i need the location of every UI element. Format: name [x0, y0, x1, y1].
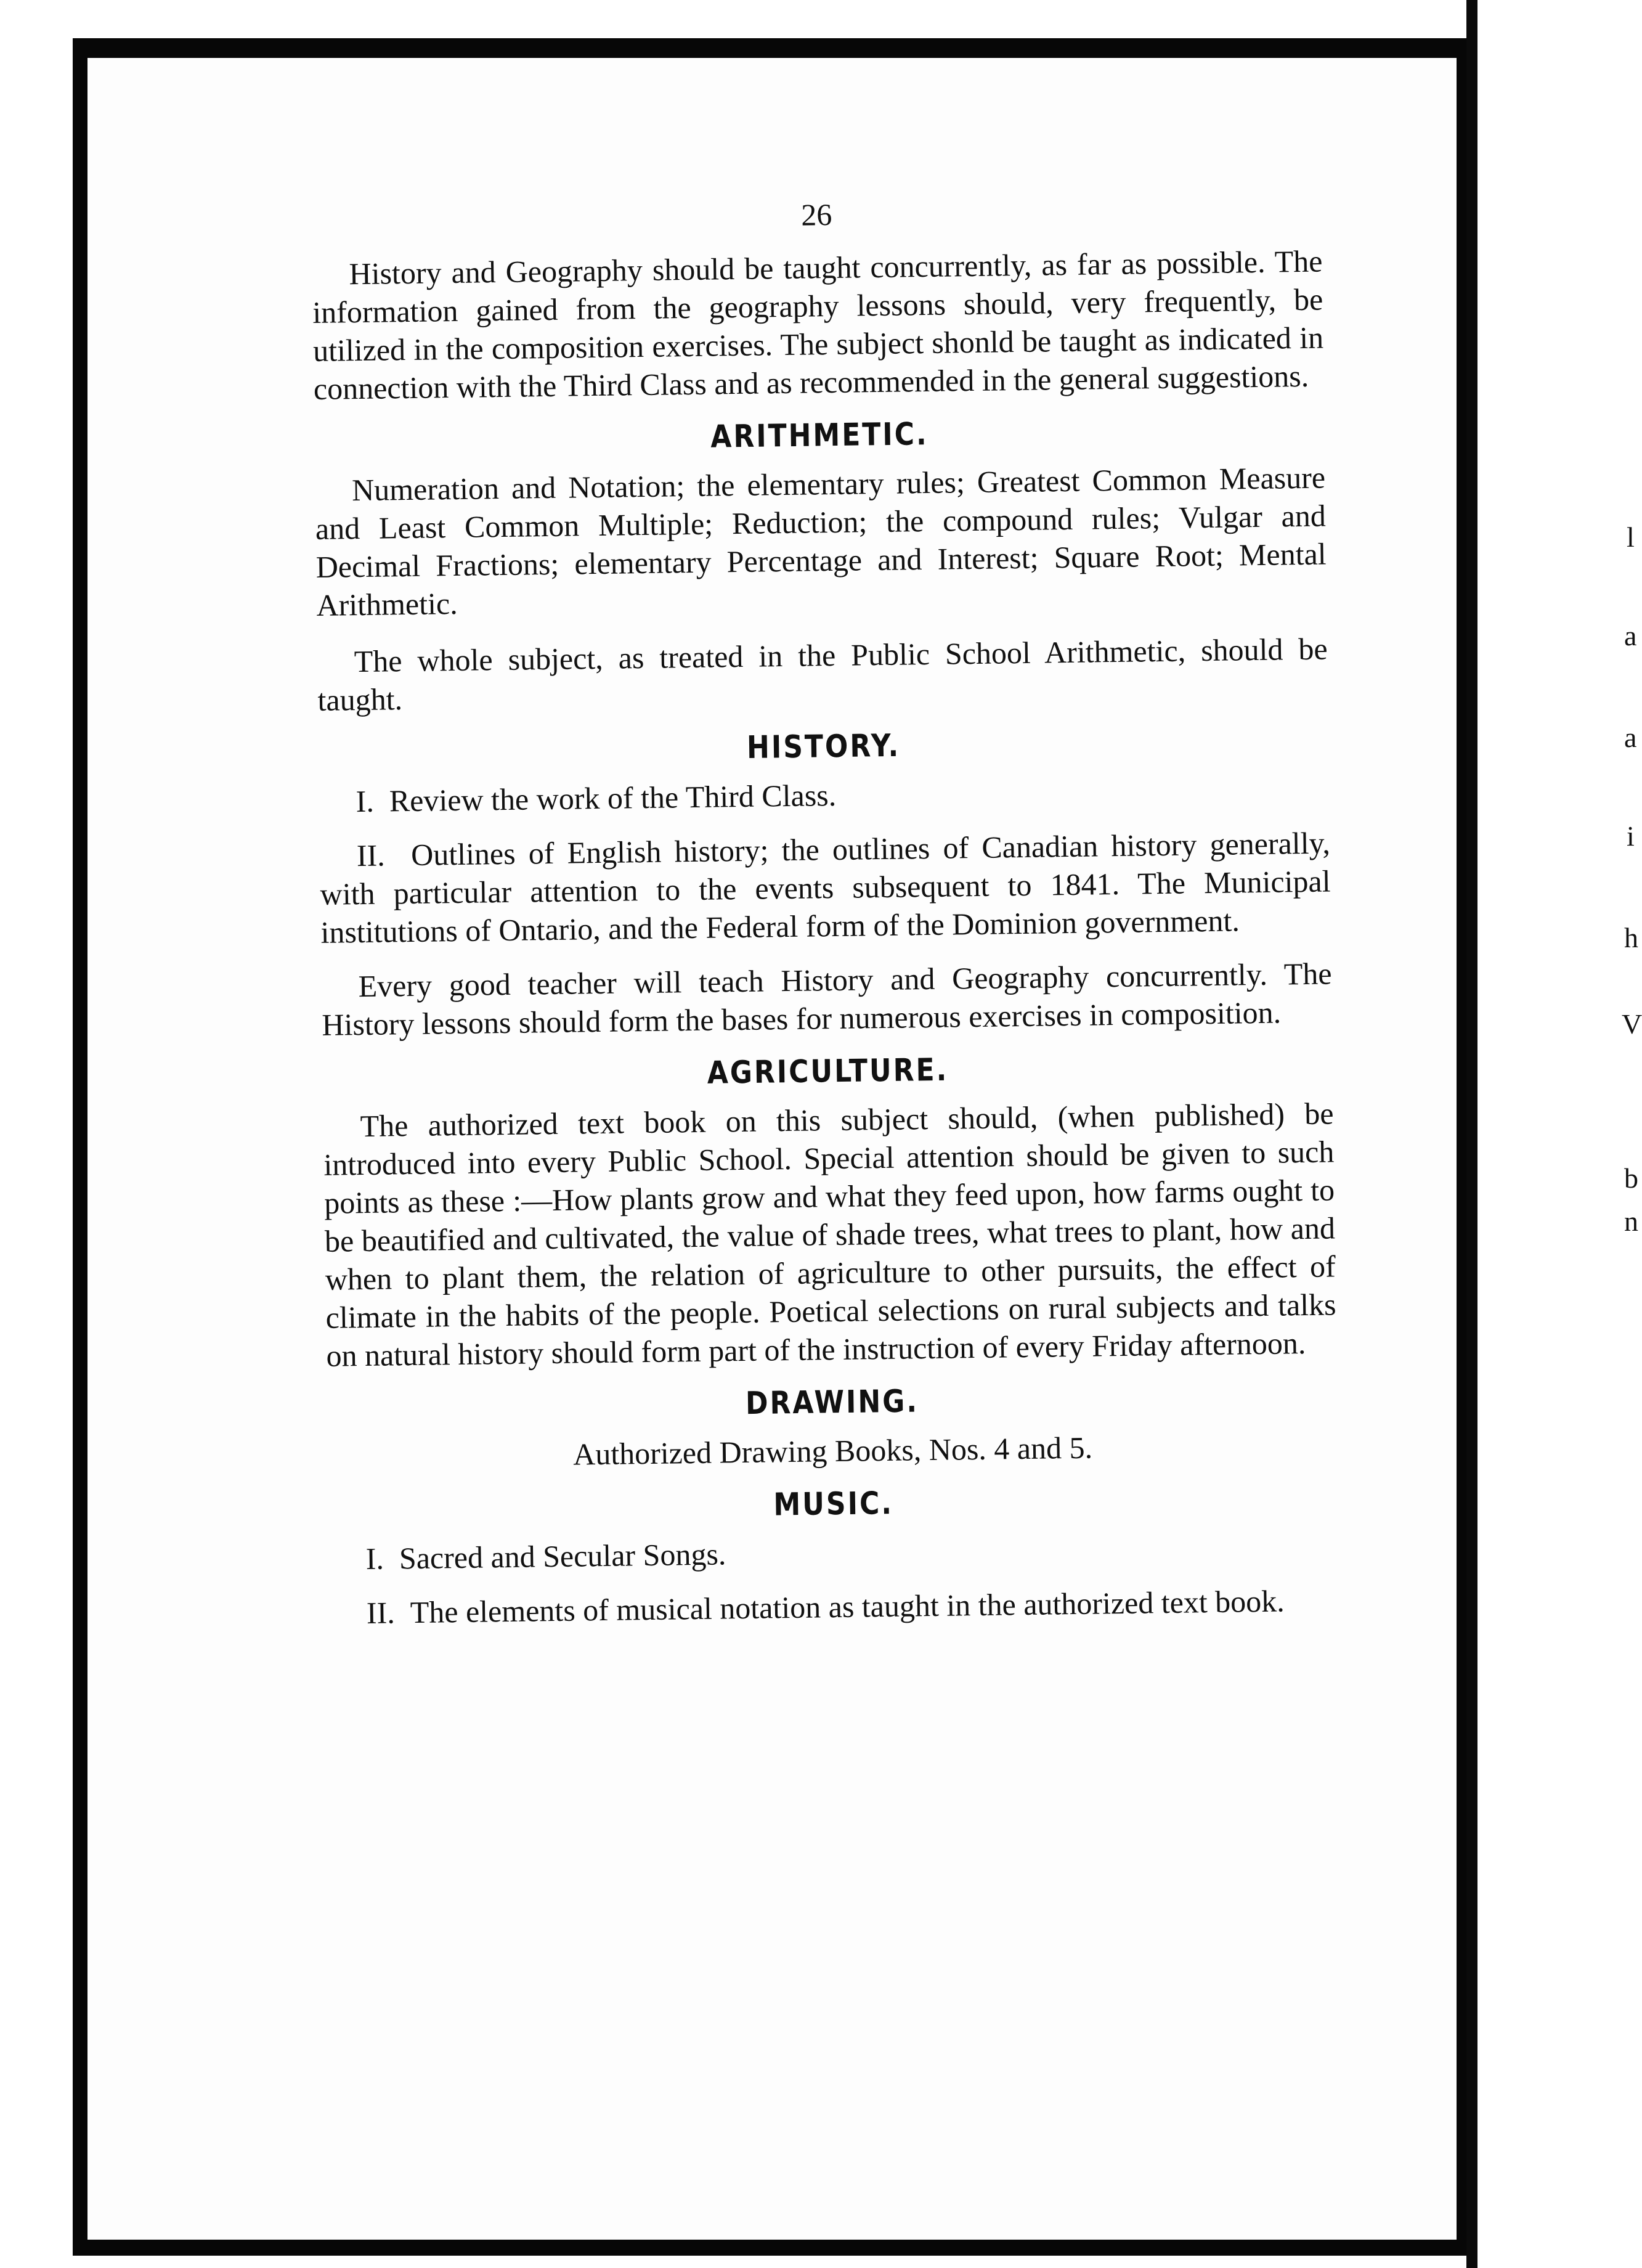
agriculture-section — [322, 1049, 1336, 1374]
arithmetic-note: The whole subject, as treated in the Public School Arithmetic, should be taught. — [317, 631, 1328, 717]
history-item-2-text: Outlines of English history; the outlines of Canadian history generally, with particular attention to the events subsequent to 1841. The Municipal institutions of Ontario, and the Federal form of the Dominion government. — [320, 825, 1331, 950]
drawing-text: Authorized Drawing Books, Nos. 4 and 5. — [572, 1430, 1093, 1472]
intro-paragraph: History and Geography should be taught concurrently, as far as possible. The information gained from the geography lessons should, very frequently, be utilized in the composition exercises. The subject shonld be taught as indicated in connection with the Third Class and as recommended in the general suggestions. — [312, 243, 1324, 406]
arithmetic-heading: ARITHMETIC. — [710, 416, 929, 455]
history-item-1-text: Review the work of the Third Class. — [389, 777, 837, 818]
facing-page-letter: a — [1624, 620, 1637, 651]
music-section — [328, 1482, 1340, 1632]
history-heading: HISTORY. — [746, 727, 901, 766]
music-item-1 — [328, 1527, 1339, 1578]
music-item-2 — [330, 1581, 1341, 1632]
music-item-1-number: I. — [365, 1541, 384, 1577]
history-item-2-number: II. — [356, 838, 386, 873]
history-item-1-number: I. — [356, 783, 375, 819]
facing-page-edge — [1477, 0, 1639, 2268]
music-item-2-number: II. — [366, 1595, 396, 1631]
history-note: Every good teacher will teach History and Geography concurrently. The History lessons should form the bases for numerous exercises in composition. — [322, 956, 1332, 1042]
drawing-section — [327, 1380, 1338, 1476]
facing-page-letter: i — [1627, 820, 1635, 852]
book-spine — [1466, 0, 1477, 2268]
music-item-1-text: Sacred and Secular Songs. — [399, 1536, 726, 1576]
history-section — [318, 724, 1332, 1043]
arithmetic-topics: Numeration and Notation; the elementary rules; Greatest Common Measure and Least Common Multiple; Reduction; the compound rules; Vulgar and Decimal Fractions; elementary Percentage and Interest; Square Root; Mental Arithmetic. — [315, 460, 1327, 622]
history-item-2 — [319, 823, 1331, 951]
facing-page-letter: h — [1624, 922, 1638, 953]
page-number: 26 — [800, 197, 832, 232]
agriculture-text: The authorized text book on this subject should, (when published) be introduced into every Public School. Special attention should be given to such points as these :—How plants grow and what they feed upon, how farms ought to be beautified and cultivated, the value of shade trees, what trees to plant, how and when to plant them, the relation of agriculture to other pursuits, the effect of climate in the habits of the people. Poetical selections on rural subjects and talks on natural history should form part of the instruction of every Friday afternoon. — [323, 1096, 1336, 1373]
history-item-1 — [319, 769, 1330, 820]
music-item-2-text: The elements of musical notation as taught in the authorized text book. — [410, 1583, 1285, 1630]
music-heading: MUSIC. — [773, 1485, 894, 1524]
arithmetic-section — [314, 414, 1328, 719]
facing-page-letter: n — [1624, 1205, 1638, 1237]
agriculture-heading: AGRICULTURE. — [707, 1051, 949, 1091]
drawing-heading: DRAWING. — [745, 1383, 919, 1422]
facing-page-letter: a — [1624, 722, 1637, 753]
facing-page-letter: l — [1627, 521, 1635, 553]
facing-page-letter: b — [1624, 1162, 1638, 1194]
page-content — [311, 190, 1341, 1649]
facing-page-letter: V — [1622, 1008, 1642, 1040]
